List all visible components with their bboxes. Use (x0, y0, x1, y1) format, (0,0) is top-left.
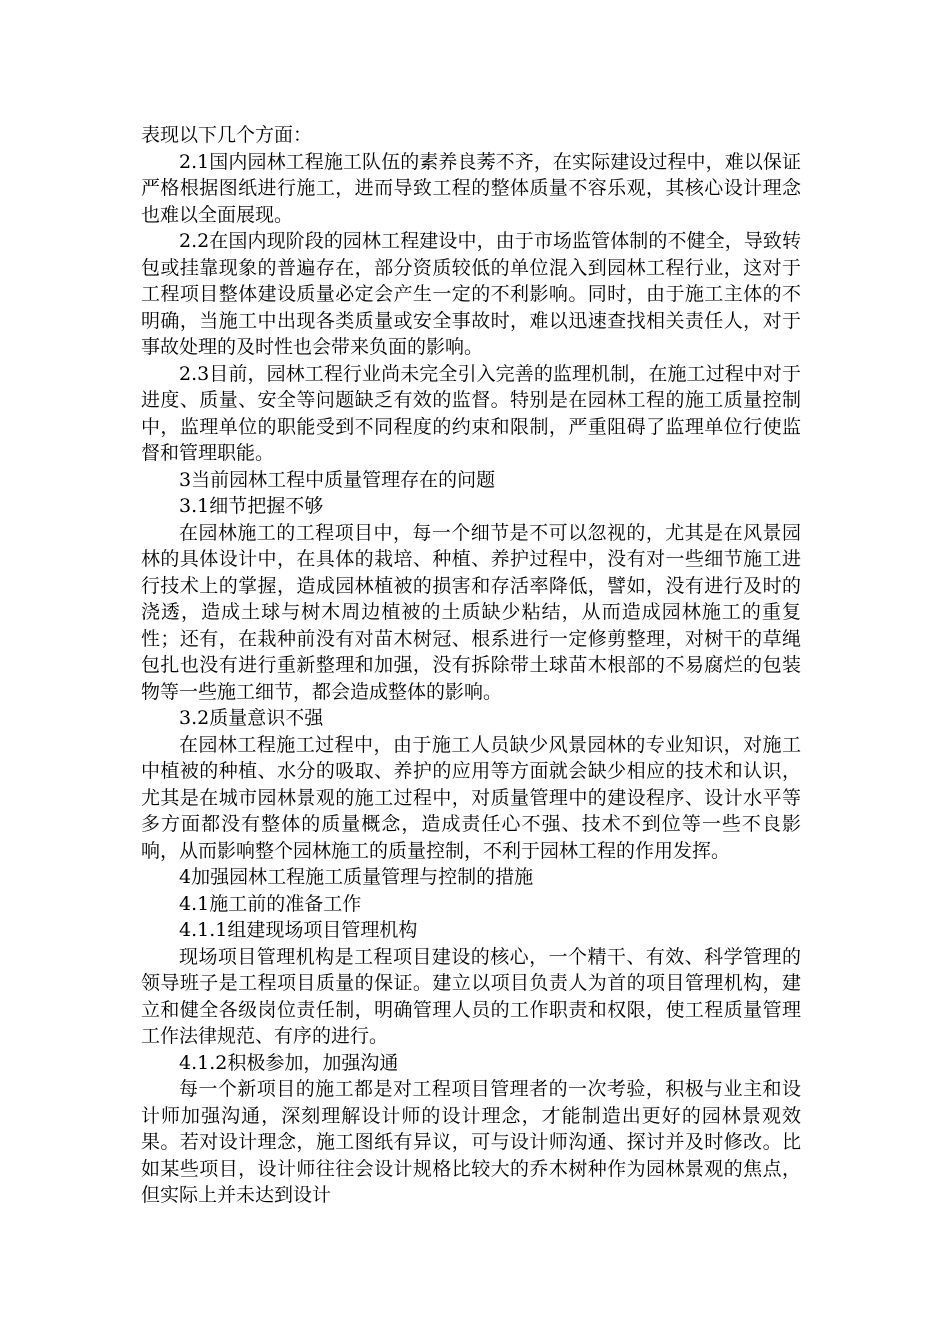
paragraph-2-2: 2.2在国内现阶段的园林工程建设中，由于市场监管体制的不健全，导致转包或挂靠现象的普遍存在，部分资质较低的单位混入到园林工程行业，这对于工程项目整体建设质量必定会产生一定的不利影响。同时，由于施工主体的不明确，当施工中出现各类质量或安全事故时，难以迅速查找相关责任人，对于事故处理的及时性也会带来负面的影响。 (141, 230, 801, 358)
paragraph-3-1-body: 在园林施工的工程项目中，每一个细节是不可以忽视的，尤其是在风景园林的具体设计中，在具体的栽培、种植、养护过程中，没有对一些细节施工进行技术上的掌握，造成园林植被的损害和存活率降低，譬如，没有进行及时的浇透，造成土球与树木周边植被的土质缺少粘结，从而造成园林施工的重复性；还有，在栽种前没有对苗木树冠、根系进行一定修剪整理，对树干的草绳包扎也没有进行重新整理和加强，没有拆除带土球苗木根部的不易腐烂的包装物等一些施工细节，都会造成整体的影响。 (141, 521, 801, 703)
subsection-heading-4-1-2: 4.1.2积极参加，加强沟通 (179, 1051, 399, 1074)
paragraph-2-1: 2.1国内园林工程施工队伍的素养良莠不齐，在实际建设过程中，难以保证严格根据图纸进行施工，进而导致工程的整体质量不容乐观，其核心设计理念也难以全面展现。 (141, 150, 801, 226)
paragraph-intro-continuation: 表现以下几个方面： (141, 124, 313, 146)
subsection-heading-3-2: 3.2质量意识不强 (179, 707, 324, 729)
subsection-heading-4-1: 4.1施工前的准备工作 (179, 892, 362, 915)
section-heading-4: 4加强园林工程施工质量管理与控制的措施 (179, 866, 534, 888)
document-body (141, 122, 801, 1209)
section-heading-3: 3当前园林工程中质量管理存在的问题 (179, 468, 496, 491)
subsection-heading-4-1-1: 4.1.1组建现场项目管理机构 (179, 919, 418, 941)
paragraph-3-2-body: 在园林工程施工过程中，由于施工人员缺少风景园林的专业知识，对施工中植被的种植、水分的吸取、养护的应用等方面就会缺少相应的技术和认识，尤其是在城市园林景观的施工过程中，对质量管理中的建设程序、设计水平等多方面都没有整体的质量概念，造成责任心不强、技术不到位等一些不良影响，从而影响整个园林施工的质量控制，不利于园林工程的作用发挥。 (141, 733, 801, 862)
paragraph-2-3: 2.3目前，园林工程行业尚未完全引入完善的监理机制，在施工过程中对于进度、质量、安全等问题缺乏有效的监督。特别是在园林工程的施工质量控制中，监理单位的职能受到不同程度的约束和限制，严重阻碍了监理单位行使监督和管理职能。 (141, 362, 801, 464)
paragraph-4-1-2-body: 每一个新项目的施工都是对工程项目管理者的一次考验，积极与业主和设计师加强沟通，深刻理解设计师的设计理念，才能制造出更好的园林景观效果。若对设计理念，施工图纸有异议，可与设计师沟通、探讨并及时修改。比如某些项目，设计师往往会设计规格比较大的乔木树种作为园林景观的焦点，但实际上并未达到设计 (141, 1078, 801, 1206)
subsection-heading-3-1: 3.1细节把握不够 (179, 495, 324, 517)
paragraph-4-1-1-body: 现场项目管理机构是工程项目建设的核心，一个精干、有效、科学管理的领导班子是工程项目质量的保证。建立以项目负责人为首的项目管理机构，建立和健全各级岗位责任制，明确管理人员的工作职责和权限，使工程质量管理工作法律规范、有序的进行。 (141, 945, 801, 1047)
